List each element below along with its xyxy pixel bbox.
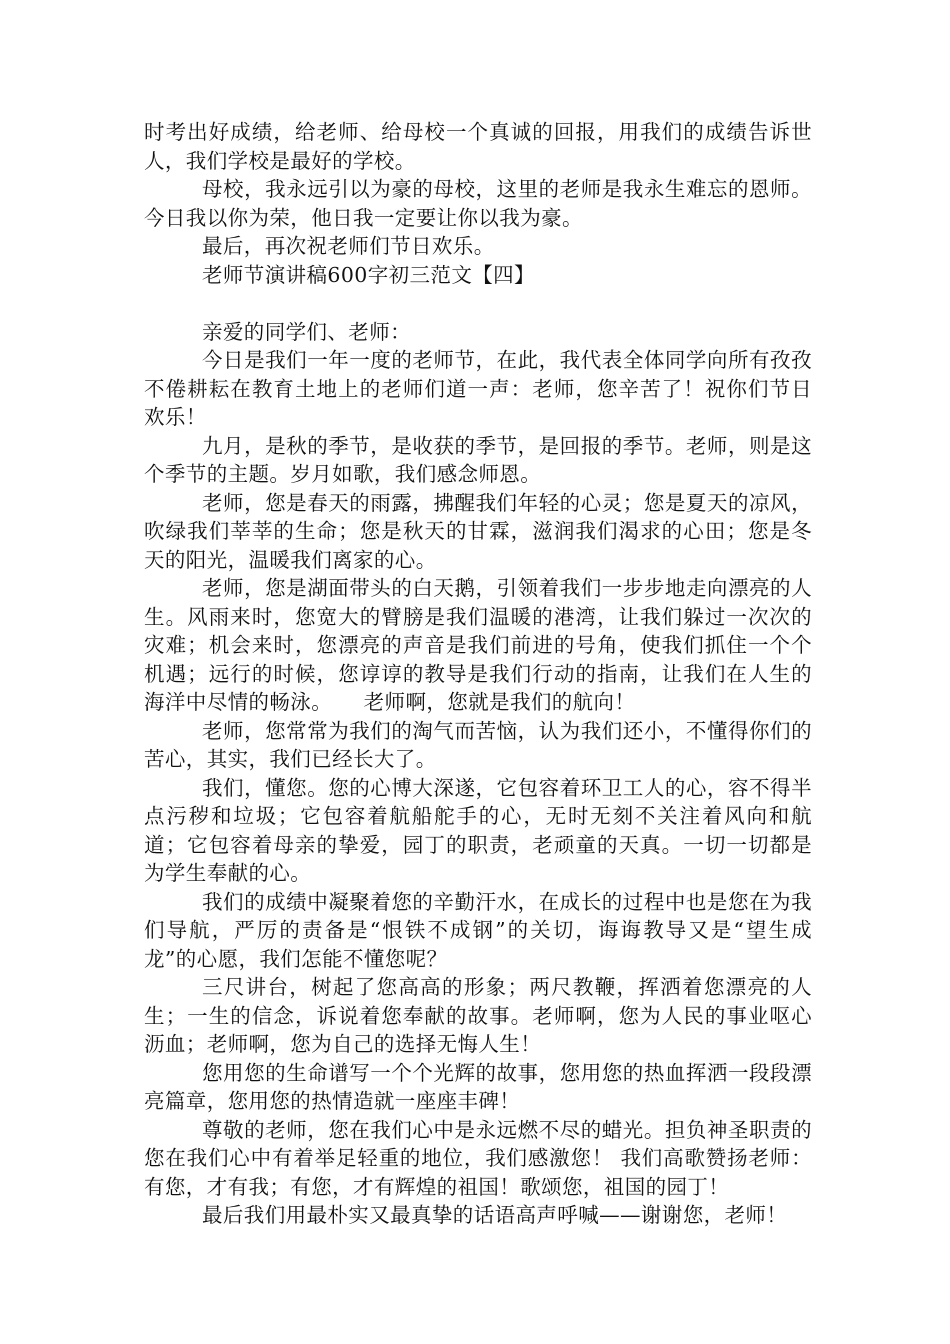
paragraph-teachers-day: 今日是我们一年一度的老师节，在此，我代表全体同学向所有孜孜不倦耕耘在教育土地上的老师们道一声：老师，您辛苦了！祝你们节日欢乐！ xyxy=(144,348,812,429)
paragraph-understand: 我们，懂您。您的心博大深遂，它包容着环卫工人的心，容不得半点污秽和垃圾；它包容着航船舵手的心，无时无刻不关注着风向和航道；它包容着母亲的挚爱，园丁的职责，老顽童的天真。一切一切都是为学生奉献的心。 xyxy=(144,775,812,885)
salutation: 亲爱的同学们、老师： xyxy=(202,319,411,344)
paragraph-podium: 三尺讲台，树起了您高高的形象；两尺教鞭，挥洒着您漂亮的人生；一生的信念，诉说着您奉献的故事。老师啊，您为人民的事业呕心沥血；老师啊，您为自己的选择无悔人生！ xyxy=(144,975,812,1056)
paragraph-closing-wish: 最后，再次祝老师们节日欢乐。 xyxy=(202,234,495,258)
paragraph-thanks: 最后我们用最朴实又最真挚的话语高声呼喊——谢谢您，老师！ xyxy=(202,1203,788,1227)
paragraph-september: 九月，是秋的季节，是收获的季节，是回报的季节。老师，则是这个季节的主题。岁月如歌，我们感念师恩。 xyxy=(144,433,812,486)
paragraph-seasons: 老师，您是春天的雨露，拂醒我们年轻的心灵；您是夏天的凉风，吹绿我们莘莘的生命；您是秋天的甘霖，滋润我们渴求的心田；您是冬天的阳光，温暖我们离家的心。 xyxy=(144,490,812,572)
paragraph-worry: 老师，您常常为我们的淘气而苦恼，认为我们还小，不懂得你们的苦心，其实，我们已经长大了。 xyxy=(144,718,812,771)
paragraph-exam-results: 时考出好成绩，给老师、给母校一个真诚的回报，用我们的成绩告诉世人，我们学校是最好的学校。 xyxy=(144,120,812,173)
paragraph-life-story: 您用您的生命谱写一个个光辉的故事，您用您的热血挥洒一段段漂亮篇章，您用您的热情造就一座座丰碑！ xyxy=(144,1060,812,1113)
paragraph-candle: 尊敬的老师，您在我们心中是永远燃不尽的蜡光。担负神圣职责的您在我们心中有着举足轻重的地位，我们感激您！ 我们高歌赞扬老师：有您，才有我；有您，才有辉煌的祖国！歌颂您，祖国的园丁！ xyxy=(144,1117,812,1199)
blank-line xyxy=(144,289,812,318)
paragraph-swan: 老师，您是湖面带头的白天鹅，引领着我们一步步地走向漂亮的人生。风雨来时，您宽大的臂膀是我们温暖的港湾，让我们躲过一次次的灾难；机会来时，您漂亮的声音是我们前进的号角，使我们抓住一个个机遇；远行的时候，您谆谆的教导是我们行动的指南，让我们在人生的海洋中尽情的畅泳。 老师啊，您就是我们的航向！ xyxy=(144,576,812,714)
paragraph-achievement: 我们的成绩中凝聚着您的辛勤汗水，在成长的过程中也是您在为我们导航，严厉的责备是“恨铁不成钢”的关切，诲诲教导又是“望生成龙”的心愿，我们怎能不懂您呢？ xyxy=(144,889,812,971)
section-title: 老师节演讲稿600字初三范文【四】 xyxy=(202,262,535,287)
paragraph-alma-mater: 母校，我永远引以为豪的母校，这里的老师是我永生难忘的恩师。今日我以你为荣，他日我一定要让你以我为豪。 xyxy=(144,177,812,230)
document-page xyxy=(144,118,812,1230)
